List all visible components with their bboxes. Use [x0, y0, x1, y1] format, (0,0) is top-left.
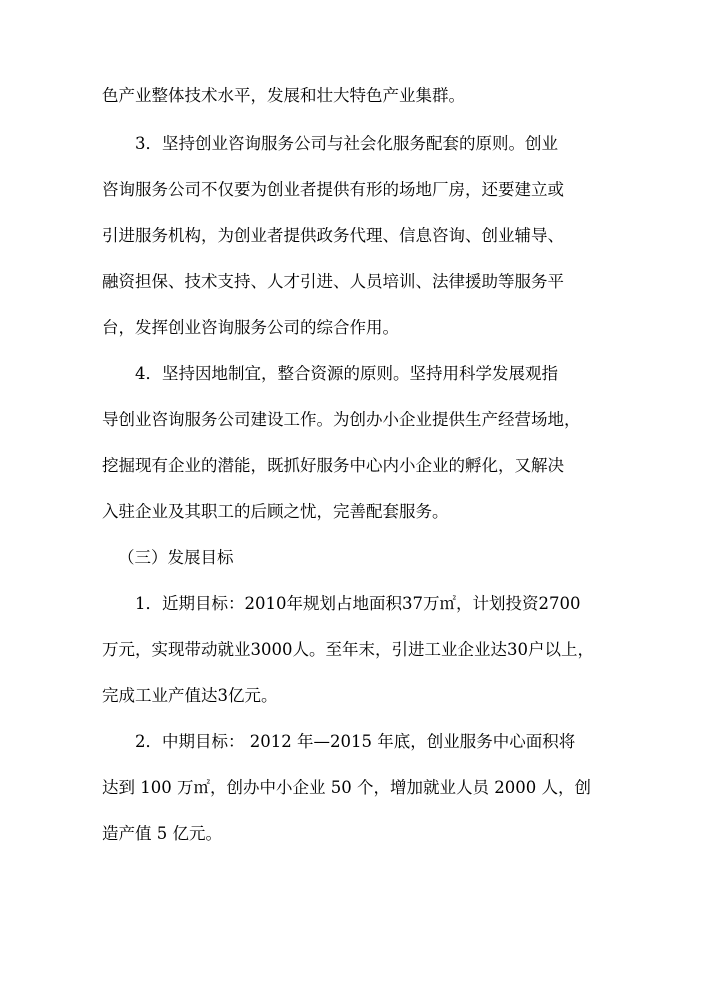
section-heading: （三）发展目标 — [118, 548, 234, 567]
text-line: 2．中期目标： 2012 年—2015 年底，创业服务中心面积将 — [135, 732, 576, 751]
text-line: 3．坚持创业咨询服务公司与社会化服务配套的原则。创业 — [135, 134, 558, 153]
text-line: 万元，实现带动就业3000人。至年末，引进工业企业达30户以上， — [102, 640, 594, 659]
text-line: 达到 100 万㎡，创办中小企业 50 个，增加就业人员 2000 人，创 — [102, 778, 591, 797]
text-line: 引进服务机构，为创业者提供政务代理、信息咨询、创业辅导、 — [102, 226, 564, 245]
text-line: 融资担保、技术支持、人才引进、人员培训、法律援助等服务平 — [102, 272, 564, 291]
text-line: 入驻企业及其职工的后顾之忧，完善配套服务。 — [102, 502, 449, 521]
text-line: 咨询服务公司不仅要为创业者提供有形的场地厂房，还要建立或 — [102, 180, 564, 199]
text-line: 4．坚持因地制宜，整合资源的原则。坚持用科学发展观指 — [135, 364, 558, 383]
text-line: 台，发挥创业咨询服务公司的综合作用。 — [102, 318, 399, 337]
text-line: 1．近期目标：2010年规划占地面积37万㎡，计划投资2700 — [135, 594, 581, 613]
text-line: 导创业咨询服务公司建设工作。为创办小企业提供生产经营场地， — [102, 410, 581, 429]
text-line: 造产值 5 亿元。 — [102, 824, 222, 843]
text-line: 色产业整体技术水平，发展和壮大特色产业集群。 — [102, 86, 465, 105]
text-line: 完成工业产值达3亿元。 — [102, 686, 278, 705]
text-line: 挖掘现有企业的潜能，既抓好服务中心内小企业的孵化，又解决 — [102, 456, 564, 475]
